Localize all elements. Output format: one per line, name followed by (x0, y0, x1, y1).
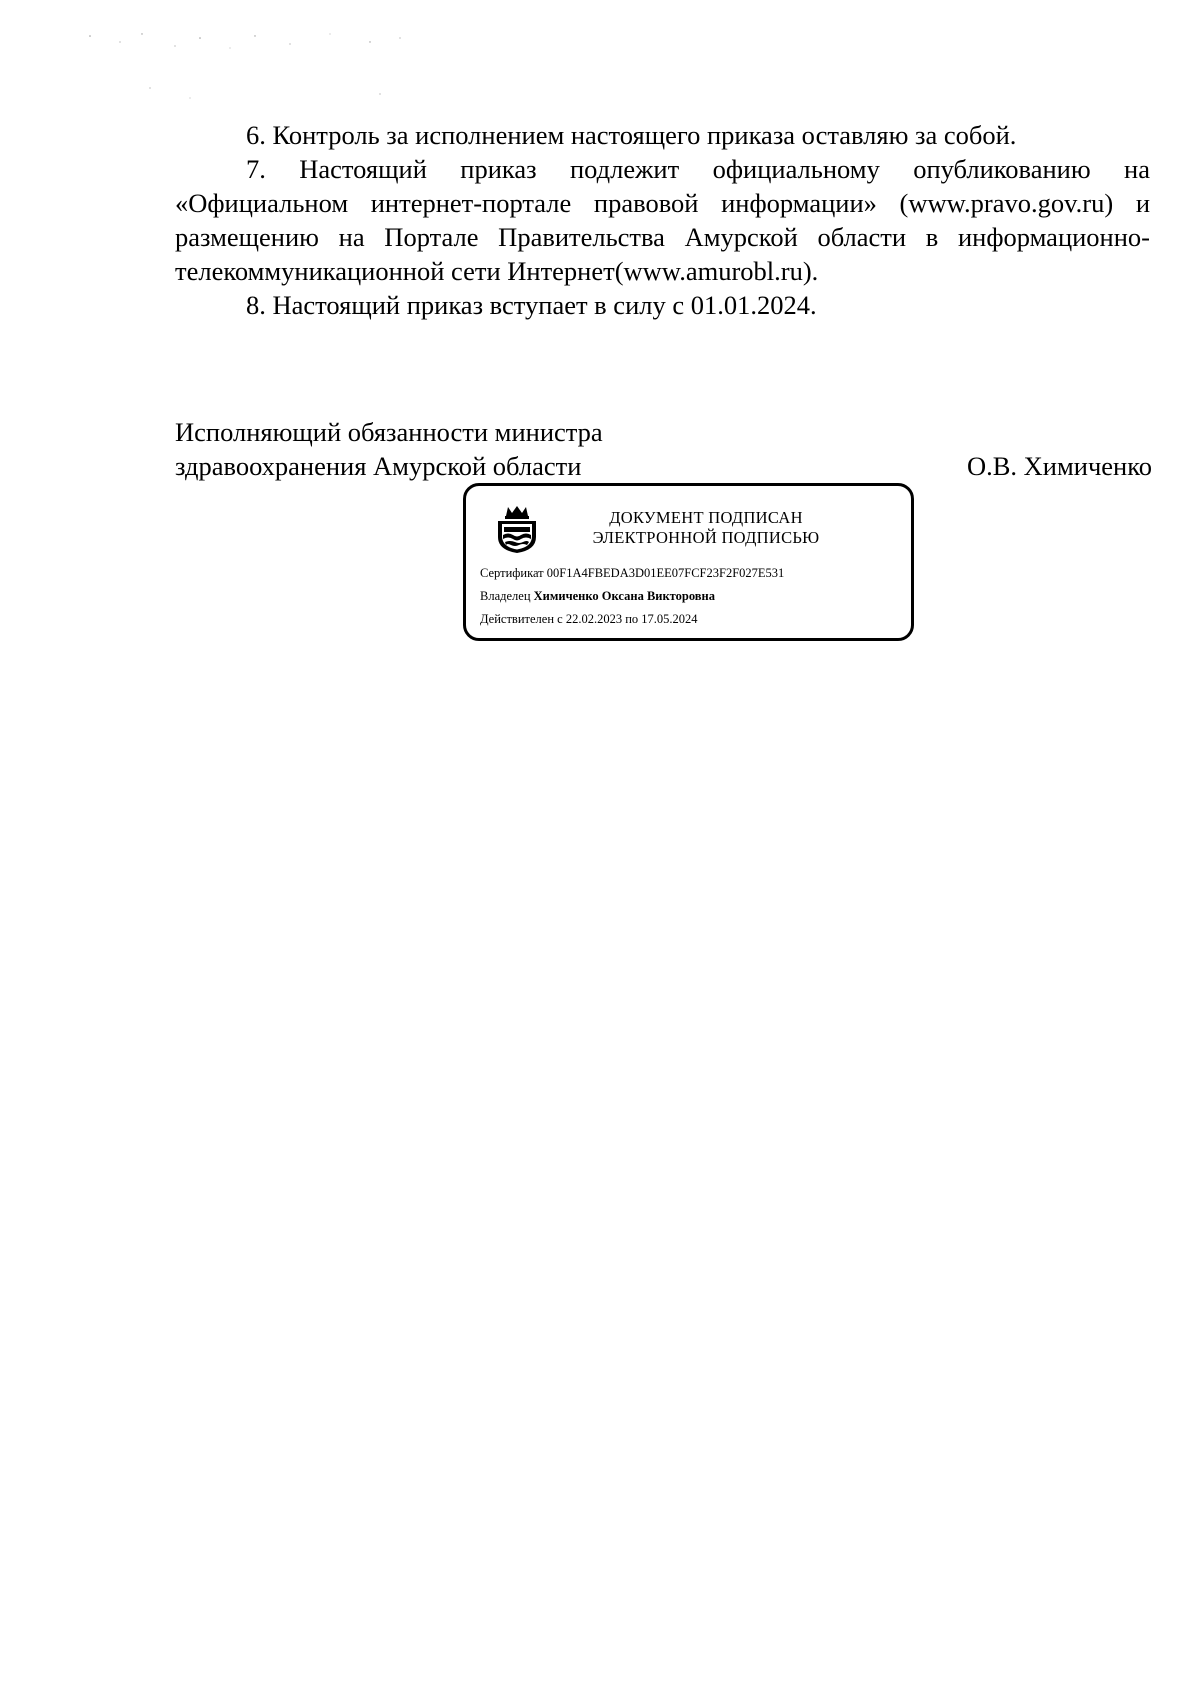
valid-from-prefix: с (557, 612, 563, 626)
owner-label: Владелец (480, 589, 531, 603)
scan-speckle (80, 28, 440, 108)
paragraph-8: 8. Настоящий приказ вступает в силу с 01.01.2024. (246, 290, 817, 320)
electronic-signature-stamp (463, 483, 914, 641)
paragraph-6: 6. Контроль за исполнением настоящего приказа оставляю за собой. (246, 120, 1017, 150)
valid-from: 22.02.2023 (565, 612, 623, 626)
stamp-certificate-line (480, 565, 784, 581)
amur-region-coat-of-arms-icon (494, 503, 540, 555)
valid-to: 17.05.2024 (641, 612, 698, 626)
signatory-position (175, 415, 603, 483)
valid-label: Действителен (480, 612, 555, 626)
stamp-title-line1: ДОКУМЕНТ ПОДПИСАН (609, 508, 803, 527)
owner-value: Химиченко Оксана Викторовна (533, 589, 716, 603)
certificate-label: Сертификат (480, 566, 544, 580)
signatory-position-line1: Исполняющий обязанности министра (175, 417, 603, 447)
paragraph-7: 7. Настоящий приказ подлежит официальному опубликованию на «Официальном интернет-портале правовой информации» (www.pravo.gov.ru) и размещению на Портале Правительства Амурской области в информационно-телекоммуникационной сети Интернет(www.amurobl.ru). (175, 154, 1150, 286)
stamp-title-line2: ЭЛЕКТРОННОЙ ПОДПИСЬЮ (592, 528, 820, 547)
stamp-validity-line (480, 611, 698, 627)
stamp-owner-line (480, 588, 715, 604)
valid-to-prefix: по (625, 612, 639, 626)
signatory-position-line2: здравоохранения Амурской области (175, 451, 582, 481)
certificate-value: 00F1A4FBEDA3D01EE07FCF23F2F027E531 (546, 566, 785, 580)
signatory-name: О.В. Химиченко (966, 451, 1152, 481)
